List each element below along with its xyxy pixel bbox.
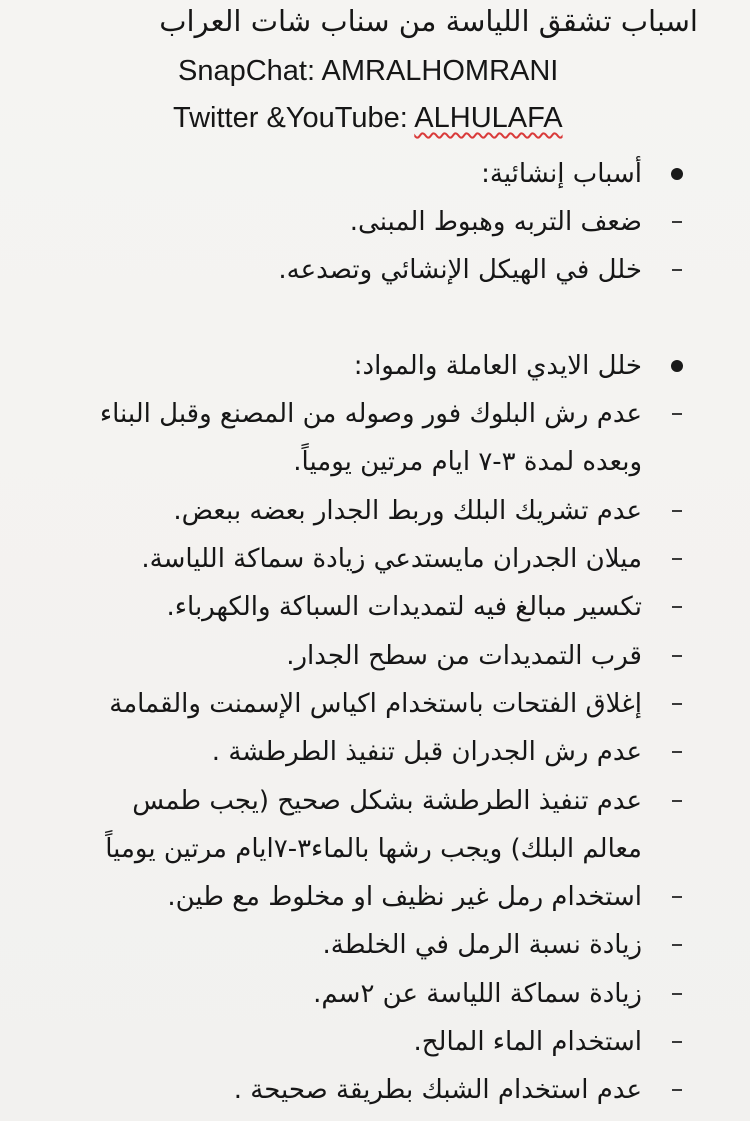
list-item-text: عدم رش البلوك فور وصوله من المصنع وقبل البناء <box>99 399 642 429</box>
list-item <box>0 394 750 434</box>
list-item-text: خلل في الهيكل الإنشائي وتصدعه. <box>278 255 642 285</box>
list-item-text: ضعف التربه وهبوط المبنى. <box>349 207 642 237</box>
list-item <box>0 684 750 724</box>
page-title: اسباب تشقق اللياسة من سناب شات العراب <box>159 4 698 38</box>
list-item-text: زيادة نسبة الرمل في الخلطة. <box>322 930 642 960</box>
twitter-youtube-line <box>173 102 563 135</box>
list-item-text: قرب التمديدات من سطح الجدار. <box>286 641 642 671</box>
list-item <box>0 732 750 772</box>
snapchat-line <box>178 55 558 88</box>
dash-icon <box>672 413 682 415</box>
list-item-text: زيادة سماكة اللياسة عن ٢سم. <box>313 979 642 1009</box>
bullet-icon <box>671 168 683 180</box>
list-item-continuation <box>0 829 750 869</box>
list-item <box>0 587 750 627</box>
list-item <box>0 491 750 531</box>
list-item <box>0 925 750 965</box>
dash-icon <box>672 800 682 802</box>
list-item-text: تكسير مبالغ فيه لتمديدات السباكة والكهرباء. <box>166 592 642 622</box>
dash-icon <box>672 993 682 995</box>
list-item-text: إغلاق الفتحات باستخدام اكياس الإسمنت والقمامة <box>109 689 642 719</box>
dash-icon <box>672 703 682 705</box>
dash-icon <box>672 269 682 271</box>
dash-icon <box>672 896 682 898</box>
list-item <box>0 974 750 1014</box>
section-heading-text: أسباب إنشائية: <box>481 159 642 189</box>
list-item <box>0 1070 750 1110</box>
list-item <box>0 250 750 290</box>
list-item-text: عدم رش الجدران قبل تنفيذ الطرطشة . <box>211 737 642 767</box>
dash-icon <box>672 558 682 560</box>
dash-icon <box>672 944 682 946</box>
dash-icon <box>672 1041 682 1043</box>
dash-icon <box>672 1089 682 1091</box>
list-item <box>0 202 750 242</box>
list-item-text: معالم البلك) ويجب رشها بالماء٣-٧ايام مرتين يومياً <box>105 834 642 864</box>
dash-icon <box>672 510 682 512</box>
list-item-text: عدم تنفيذ الطرطشة بشكل صحيح (يجب طمس <box>132 786 642 816</box>
list-item-text: وبعده لمدة ٣-٧ ايام مرتين يومياً. <box>293 447 642 477</box>
list-item <box>0 1022 750 1062</box>
dash-icon <box>672 655 682 657</box>
list-item-text: عدم استخدام الشبك بطريقة صحيحة . <box>233 1075 642 1105</box>
section-heading-text: خلل الايدي العاملة والمواد: <box>353 351 642 381</box>
list-item-continuation <box>0 442 750 482</box>
snapchat-handle: AMRALHOMRANI <box>321 55 559 87</box>
list-item <box>0 781 750 821</box>
bullet-icon <box>671 360 683 372</box>
list-item <box>0 877 750 917</box>
list-item-text: ميلان الجدران مايستدعي زيادة سماكة اللياسة. <box>141 544 642 574</box>
list-item <box>0 539 750 579</box>
twitter-label: Twitter &YouTube: <box>173 102 415 134</box>
dash-icon <box>672 606 682 608</box>
dash-icon <box>672 751 682 753</box>
snapchat-label: SnapChat: <box>178 55 322 87</box>
twitter-handle: ALHULAFA <box>414 102 563 134</box>
list-item <box>0 636 750 676</box>
list-item-text: استخدام رمل غير نظيف او مخلوط مع طين. <box>167 882 642 912</box>
section-heading <box>0 346 750 386</box>
list-item-text: عدم تشريك البلك وربط الجدار بعضه ببعض. <box>173 496 642 526</box>
list-item-text: استخدام الماء المالح. <box>413 1027 642 1057</box>
section-heading <box>0 154 750 194</box>
dash-icon <box>672 221 682 223</box>
